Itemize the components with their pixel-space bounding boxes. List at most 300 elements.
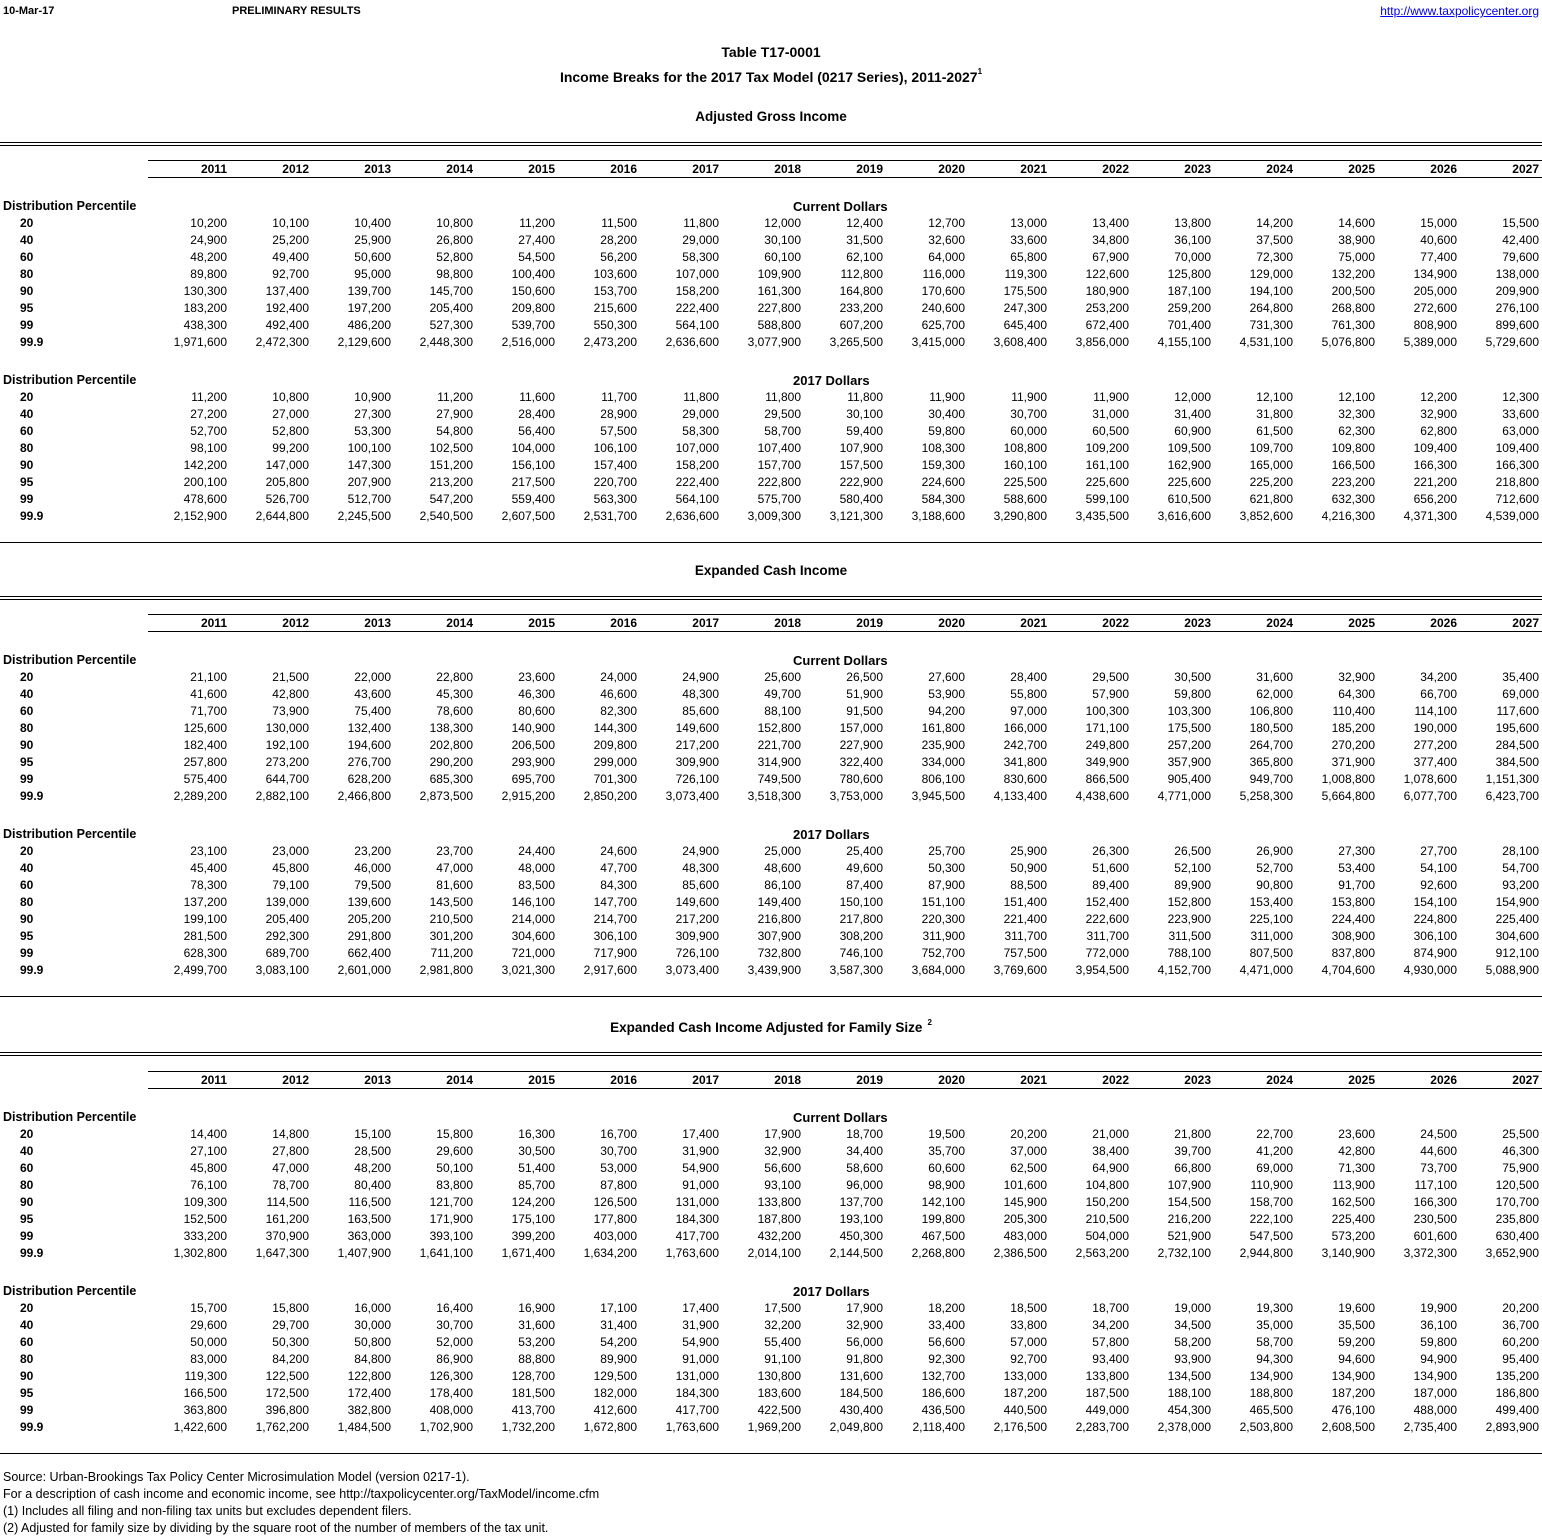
table-cell: 209,900 <box>1495 284 1539 298</box>
table-cell: 19,500 <box>928 1127 965 1141</box>
table-cell: 84,800 <box>354 1352 391 1366</box>
table-cell: 454,300 <box>1167 1403 1211 1417</box>
percentile-label: 99.9 <box>20 1246 44 1260</box>
table-cell: 32,900 <box>1420 407 1457 421</box>
table-cell: 144,300 <box>593 721 637 735</box>
table-cell: 27,100 <box>190 1144 227 1158</box>
table-cell: 10,800 <box>436 216 473 230</box>
table-cell: 101,600 <box>1003 1178 1047 1192</box>
table-cell: 233,200 <box>839 301 883 315</box>
table-cell: 440,500 <box>1003 1403 1047 1417</box>
table-cell: 107,900 <box>1167 1178 1211 1192</box>
table-cell: 27,000 <box>272 407 309 421</box>
table-cell: 75,000 <box>1338 250 1375 264</box>
percentile-label: 80 <box>20 441 34 455</box>
table-cell: 575,400 <box>183 772 227 786</box>
table-cell: 58,200 <box>1174 1335 1211 1349</box>
table-cell: 80,400 <box>354 1178 391 1192</box>
table-cell: 58,700 <box>764 424 801 438</box>
year-header: 2016 <box>610 616 637 630</box>
table-cell: 51,600 <box>1092 861 1129 875</box>
table-cell: 726,100 <box>675 772 719 786</box>
table-cell: 2,473,200 <box>583 335 637 349</box>
table-cell: 314,900 <box>757 755 801 769</box>
table-cell: 59,200 <box>1338 1335 1375 1349</box>
table-cell: 19,600 <box>1338 1301 1375 1315</box>
table-cell: 40,600 <box>1420 233 1457 247</box>
table-cell: 138,000 <box>1495 267 1539 281</box>
table-cell: 73,900 <box>272 704 309 718</box>
table-cell: 35,700 <box>928 1144 965 1158</box>
table-cell: 807,500 <box>1249 946 1293 960</box>
row-group-label: Distribution Percentile <box>3 1284 137 1298</box>
table-cell: 5,664,800 <box>1321 789 1375 803</box>
table-cell: 22,000 <box>354 670 391 684</box>
section-footnote-marker: 2 <box>927 1018 932 1027</box>
table-cell: 181,500 <box>511 1386 555 1400</box>
table-cell: 19,000 <box>1174 1301 1211 1315</box>
table-cell: 17,100 <box>600 1301 637 1315</box>
table-cell: 46,300 <box>518 687 555 701</box>
table-cell: 307,900 <box>757 929 801 943</box>
table-cell: 257,200 <box>1167 738 1211 752</box>
table-cell: 417,700 <box>675 1229 719 1243</box>
table-cell: 1,407,900 <box>337 1246 391 1260</box>
year-header: 2016 <box>610 1073 637 1087</box>
table-cell: 488,000 <box>1413 1403 1457 1417</box>
table-cell: 23,700 <box>436 844 473 858</box>
dollar-basis-label: 2017 Dollars <box>793 1284 870 1299</box>
table-cell: 192,100 <box>265 738 309 752</box>
table-cell: 222,600 <box>1085 912 1129 926</box>
table-cell: 187,200 <box>1331 1386 1375 1400</box>
table-cell: 492,400 <box>265 318 309 332</box>
percentile-label: 90 <box>20 1369 34 1383</box>
table-cell: 129,000 <box>1249 267 1293 281</box>
table-cell: 610,500 <box>1167 492 1211 506</box>
percentile-label: 95 <box>20 755 34 769</box>
table-cell: 182,000 <box>593 1386 637 1400</box>
table-cell: 3,753,000 <box>829 789 883 803</box>
table-cell: 3,945,500 <box>911 789 965 803</box>
table-cell: 199,100 <box>183 912 227 926</box>
section-divider <box>0 542 1542 543</box>
table-cell: 311,700 <box>1004 929 1047 943</box>
table-cell: 14,600 <box>1338 216 1375 230</box>
table-cell: 83,800 <box>436 1178 473 1192</box>
table-cell: 393,100 <box>429 1229 473 1243</box>
table-cell: 140,900 <box>511 721 555 735</box>
percentile-label: 20 <box>20 1301 34 1315</box>
table-cell: 42,400 <box>1502 233 1539 247</box>
table-cell: 2,268,800 <box>911 1246 965 1260</box>
section-title <box>0 563 1542 578</box>
table-cell: 3,140,900 <box>1321 1246 1375 1260</box>
year-header: 2021 <box>1020 616 1047 630</box>
percentile-label: 20 <box>20 390 34 404</box>
table-cell: 194,600 <box>347 738 391 752</box>
table-cell: 104,000 <box>511 441 555 455</box>
table-cell: 171,100 <box>1085 721 1129 735</box>
table-cell: 32,900 <box>1338 670 1375 684</box>
table-cell: 422,500 <box>757 1403 801 1417</box>
table-cell: 166,500 <box>1331 458 1375 472</box>
table-cell: 131,000 <box>675 1195 719 1209</box>
table-cell: 59,800 <box>928 424 965 438</box>
table-cell: 29,000 <box>682 407 719 421</box>
year-header: 2024 <box>1266 162 1293 176</box>
table-cell: 3,435,500 <box>1075 509 1129 523</box>
table-cell: 28,900 <box>600 407 637 421</box>
table-cell: 145,900 <box>1003 1195 1047 1209</box>
table-cell: 213,200 <box>429 475 473 489</box>
table-cell: 172,400 <box>347 1386 391 1400</box>
table-cell: 10,400 <box>354 216 391 230</box>
table-cell: 33,600 <box>1010 233 1047 247</box>
table-cell: 205,000 <box>1413 284 1457 298</box>
table-cell: 85,700 <box>518 1178 555 1192</box>
table-cell: 187,000 <box>1413 1386 1457 1400</box>
percentile-label: 40 <box>20 1144 34 1158</box>
table-cell: 180,500 <box>1249 721 1293 735</box>
dollar-basis-label: Current Dollars <box>793 199 888 214</box>
table-cell: 109,200 <box>1085 441 1129 455</box>
dollar-basis-label: Current Dollars <box>793 1110 888 1125</box>
table-cell: 186,800 <box>1495 1386 1539 1400</box>
tpc-website-link[interactable]: http://www.taxpolicycenter.org <box>1380 4 1539 18</box>
footnote-1: (1) Includes all filing and non-filing tax units but excludes dependent filers. <box>3 1504 412 1518</box>
table-cell: 1,484,500 <box>337 1420 391 1434</box>
table-cell: 2,049,800 <box>829 1420 883 1434</box>
table-cell: 66,800 <box>1174 1161 1211 1175</box>
table-cell: 25,500 <box>1502 1127 1539 1141</box>
table-cell: 35,500 <box>1338 1318 1375 1332</box>
table-cell: 26,800 <box>436 233 473 247</box>
table-cell: 512,700 <box>347 492 391 506</box>
table-cell: 363,800 <box>183 1403 227 1417</box>
table-cell: 12,700 <box>928 216 965 230</box>
table-cell: 52,700 <box>1256 861 1293 875</box>
table-cell: 912,100 <box>1495 946 1539 960</box>
table-cell: 216,800 <box>757 912 801 926</box>
table-cell: 225,400 <box>1331 1212 1375 1226</box>
table-id: Table T17-0001 <box>721 44 821 60</box>
table-cell: 550,300 <box>593 318 637 332</box>
table-cell: 11,700 <box>601 390 637 404</box>
table-cell: 131,000 <box>675 1369 719 1383</box>
table-cell: 157,500 <box>839 458 883 472</box>
percentile-label: 90 <box>20 1195 34 1209</box>
table-cell: 79,500 <box>354 878 391 892</box>
table-cell: 15,800 <box>436 1127 473 1141</box>
table-cell: 311,700 <box>1086 929 1129 943</box>
table-cell: 152,800 <box>757 721 801 735</box>
table-cell: 78,300 <box>190 878 227 892</box>
table-cell: 145,700 <box>429 284 473 298</box>
percentile-label: 90 <box>20 738 34 752</box>
table-cell: 117,600 <box>1496 704 1539 718</box>
table-cell: 48,200 <box>190 250 227 264</box>
table-cell: 1,302,800 <box>173 1246 227 1260</box>
table-cell: 10,200 <box>190 216 227 230</box>
table-cell: 223,200 <box>1331 475 1375 489</box>
table-cell: 197,200 <box>347 301 391 315</box>
percentile-label: 80 <box>20 1352 34 1366</box>
table-bottom-rule <box>0 1453 1542 1454</box>
table-cell: 221,200 <box>1413 475 1457 489</box>
footnote-2: (2) Adjusted for family size by dividing by the square root of the number of members of the tax unit. <box>3 1521 549 1535</box>
table-cell: 30,500 <box>518 1144 555 1158</box>
year-header: 2022 <box>1102 1073 1129 1087</box>
table-cell: 11,200 <box>519 216 555 230</box>
table-cell: 224,400 <box>1331 912 1375 926</box>
header-top-rule <box>148 160 1542 161</box>
table-cell: 268,800 <box>1331 301 1375 315</box>
percentile-label: 90 <box>20 458 34 472</box>
table-cell: 126,300 <box>429 1369 473 1383</box>
table-cell: 156,100 <box>511 458 555 472</box>
table-cell: 4,704,600 <box>1321 963 1375 977</box>
table-cell: 143,500 <box>429 895 473 909</box>
title-footnote-marker: 1 <box>977 67 983 76</box>
header-top-rule <box>148 614 1542 615</box>
table-cell: 225,500 <box>1003 475 1047 489</box>
table-cell: 43,600 <box>354 687 391 701</box>
table-cell: 128,700 <box>511 1369 555 1383</box>
percentile-label: 40 <box>20 407 34 421</box>
table-cell: 91,100 <box>764 1352 801 1366</box>
table-cell: 162,500 <box>1331 1195 1375 1209</box>
table-cell: 53,300 <box>354 424 391 438</box>
table-cell: 78,600 <box>436 704 473 718</box>
table-cell: 247,300 <box>1003 301 1047 315</box>
table-cell: 3,616,600 <box>1157 509 1211 523</box>
table-cell: 224,800 <box>1413 912 1457 926</box>
table-cell: 721,000 <box>511 946 555 960</box>
year-header: 2012 <box>282 162 309 176</box>
table-cell: 200,500 <box>1331 284 1375 298</box>
table-cell: 42,800 <box>1338 1144 1375 1158</box>
table-cell: 449,000 <box>1085 1403 1129 1417</box>
percentile-label: 20 <box>20 1127 34 1141</box>
year-header: 2020 <box>938 616 965 630</box>
table-cell: 214,000 <box>511 912 555 926</box>
table-cell: 192,400 <box>265 301 309 315</box>
table-cell: 1,732,200 <box>501 1420 555 1434</box>
percentile-label: 60 <box>20 250 34 264</box>
table-cell: 51,900 <box>846 687 883 701</box>
table-cell: 85,600 <box>682 704 719 718</box>
percentile-label: 99.9 <box>20 963 44 977</box>
table-cell: 48,200 <box>354 1161 391 1175</box>
table-cell: 15,000 <box>1420 216 1457 230</box>
table-cell: 59,800 <box>1420 1335 1457 1349</box>
table-cell: 95,400 <box>1502 1352 1539 1366</box>
table-cell: 217,200 <box>675 912 719 926</box>
table-cell: 11,800 <box>765 390 801 404</box>
table-cell: 264,800 <box>1249 301 1293 315</box>
table-cell: 34,500 <box>1174 1318 1211 1332</box>
table-cell: 222,900 <box>839 475 883 489</box>
table-cell: 161,200 <box>265 1212 309 1226</box>
year-header: 2018 <box>774 616 801 630</box>
header-bottom-rule <box>148 177 1542 178</box>
table-cell: 121,700 <box>429 1195 473 1209</box>
table-cell: 430,400 <box>839 1403 883 1417</box>
table-cell: 33,800 <box>1010 1318 1047 1332</box>
table-cell: 4,539,000 <box>1485 509 1539 523</box>
header-top-rule <box>148 1071 1542 1072</box>
table-cell: 1,969,200 <box>747 1420 801 1434</box>
table-cell: 142,200 <box>183 458 227 472</box>
table-cell: 2,636,600 <box>665 335 719 349</box>
table-cell: 30,100 <box>764 233 801 247</box>
table-cell: 97,000 <box>1010 704 1047 718</box>
table-cell: 16,400 <box>436 1301 473 1315</box>
table-cell: 157,700 <box>757 458 801 472</box>
table-cell: 22,800 <box>436 670 473 684</box>
table-cell: 61,500 <box>1256 424 1293 438</box>
table-cell: 564,100 <box>675 318 719 332</box>
table-cell: 309,900 <box>675 755 719 769</box>
table-cell: 112,800 <box>840 267 883 281</box>
table-cell: 50,300 <box>928 861 965 875</box>
year-header: 2023 <box>1184 162 1211 176</box>
row-group-label: Distribution Percentile <box>3 827 137 841</box>
table-cell: 607,200 <box>839 318 883 332</box>
table-cell: 13,400 <box>1092 216 1129 230</box>
table-cell: 122,500 <box>265 1369 309 1383</box>
table-cell: 157,400 <box>593 458 637 472</box>
percentile-label: 90 <box>20 912 34 926</box>
table-cell: 749,500 <box>757 772 801 786</box>
table-cell: 30,700 <box>1010 407 1047 421</box>
table-cell: 34,200 <box>1420 670 1457 684</box>
year-header: 2021 <box>1020 1073 1047 1087</box>
table-cell: 2,503,800 <box>1239 1420 1293 1434</box>
table-cell: 28,400 <box>1010 670 1047 684</box>
table-cell: 277,200 <box>1413 738 1457 752</box>
year-header: 2018 <box>774 1073 801 1087</box>
section-title <box>0 109 1542 124</box>
table-cell: 746,100 <box>839 946 883 960</box>
table-cell: 2,915,200 <box>501 789 555 803</box>
table-cell: 63,000 <box>1502 424 1539 438</box>
table-cell: 2,129,600 <box>337 335 391 349</box>
table-cell: 28,500 <box>354 1144 391 1158</box>
table-cell: 58,600 <box>846 1161 883 1175</box>
table-cell: 588,800 <box>757 318 801 332</box>
table-cell: 190,000 <box>1413 721 1457 735</box>
table-cell: 547,200 <box>429 492 473 506</box>
table-cell: 11,600 <box>519 390 555 404</box>
table-cell: 102,500 <box>429 441 473 455</box>
table-cell: 23,600 <box>1338 1127 1375 1141</box>
table-cell: 2,540,500 <box>419 509 473 523</box>
table-cell: 830,600 <box>1003 772 1047 786</box>
table-cell: 225,400 <box>1495 912 1539 926</box>
table-cell: 54,900 <box>682 1335 719 1349</box>
year-header: 2020 <box>938 162 965 176</box>
table-cell: 22,700 <box>1256 1127 1293 1141</box>
table-cell: 19,300 <box>1256 1301 1293 1315</box>
table-cell: 93,100 <box>764 1178 801 1192</box>
table-cell: 183,600 <box>757 1386 801 1400</box>
table-cell: 52,100 <box>1174 861 1211 875</box>
table-cell: 3,415,000 <box>911 335 965 349</box>
table-cell: 504,000 <box>1085 1229 1129 1243</box>
table-cell: 160,100 <box>1003 458 1047 472</box>
table-cell: 187,200 <box>1003 1386 1047 1400</box>
table-cell: 222,100 <box>1249 1212 1293 1226</box>
table-cell: 54,200 <box>600 1335 637 1349</box>
table-cell: 100,400 <box>511 267 555 281</box>
table-cell: 52,000 <box>436 1335 473 1349</box>
table-cell: 17,400 <box>682 1301 719 1315</box>
table-cell: 625,700 <box>921 318 965 332</box>
year-header: 2026 <box>1430 616 1457 630</box>
section-title <box>0 1020 1542 1035</box>
table-cell: 12,100 <box>1338 390 1375 404</box>
percentile-label: 80 <box>20 721 34 735</box>
table-cell: 93,400 <box>1092 1352 1129 1366</box>
table-cell: 138,300 <box>429 721 473 735</box>
table-cell: 27,200 <box>190 407 227 421</box>
table-cell: 41,600 <box>190 687 227 701</box>
table-cell: 149,600 <box>675 895 719 909</box>
table-cell: 137,400 <box>265 284 309 298</box>
year-header: 2012 <box>282 616 309 630</box>
table-cell: 701,300 <box>593 772 637 786</box>
percentile-label: 80 <box>20 1178 34 1192</box>
table-cell: 27,900 <box>436 407 473 421</box>
percentile-label: 60 <box>20 1335 34 1349</box>
dollar-basis-label: 2017 Dollars <box>793 373 870 388</box>
table-cell: 129,500 <box>593 1369 637 1383</box>
table-cell: 110,400 <box>1332 704 1375 718</box>
table-cell: 88,800 <box>518 1352 555 1366</box>
table-cell: 632,300 <box>1331 492 1375 506</box>
table-cell: 27,800 <box>272 1144 309 1158</box>
table-cell: 308,200 <box>839 929 883 943</box>
table-cell: 4,771,000 <box>1157 789 1211 803</box>
table-cell: 172,500 <box>265 1386 309 1400</box>
table-cell: 62,300 <box>1338 424 1375 438</box>
year-header: 2018 <box>774 162 801 176</box>
table-cell: 31,600 <box>1256 670 1293 684</box>
percentile-label: 95 <box>20 475 34 489</box>
table-cell: 588,600 <box>1003 492 1047 506</box>
table-cell: 15,800 <box>272 1301 309 1315</box>
table-cell: 52,800 <box>272 424 309 438</box>
percentile-label: 99.9 <box>20 789 44 803</box>
table-cell: 16,000 <box>354 1301 391 1315</box>
table-cell: 50,600 <box>354 250 391 264</box>
table-cell: 149,600 <box>675 721 719 735</box>
table-cell: 150,100 <box>839 895 883 909</box>
table-cell: 4,152,700 <box>1157 963 1211 977</box>
table-cell: 26,500 <box>846 670 883 684</box>
table-cell: 11,900 <box>1011 390 1047 404</box>
year-header: 2022 <box>1102 616 1129 630</box>
table-cell: 24,500 <box>1420 1127 1457 1141</box>
table-cell: 132,400 <box>347 721 391 735</box>
table-cell: 53,200 <box>518 1335 555 1349</box>
table-cell: 133,000 <box>1003 1369 1047 1383</box>
year-header: 2014 <box>446 162 473 176</box>
table-cell: 281,500 <box>183 929 227 943</box>
table-cell: 30,100 <box>846 407 883 421</box>
